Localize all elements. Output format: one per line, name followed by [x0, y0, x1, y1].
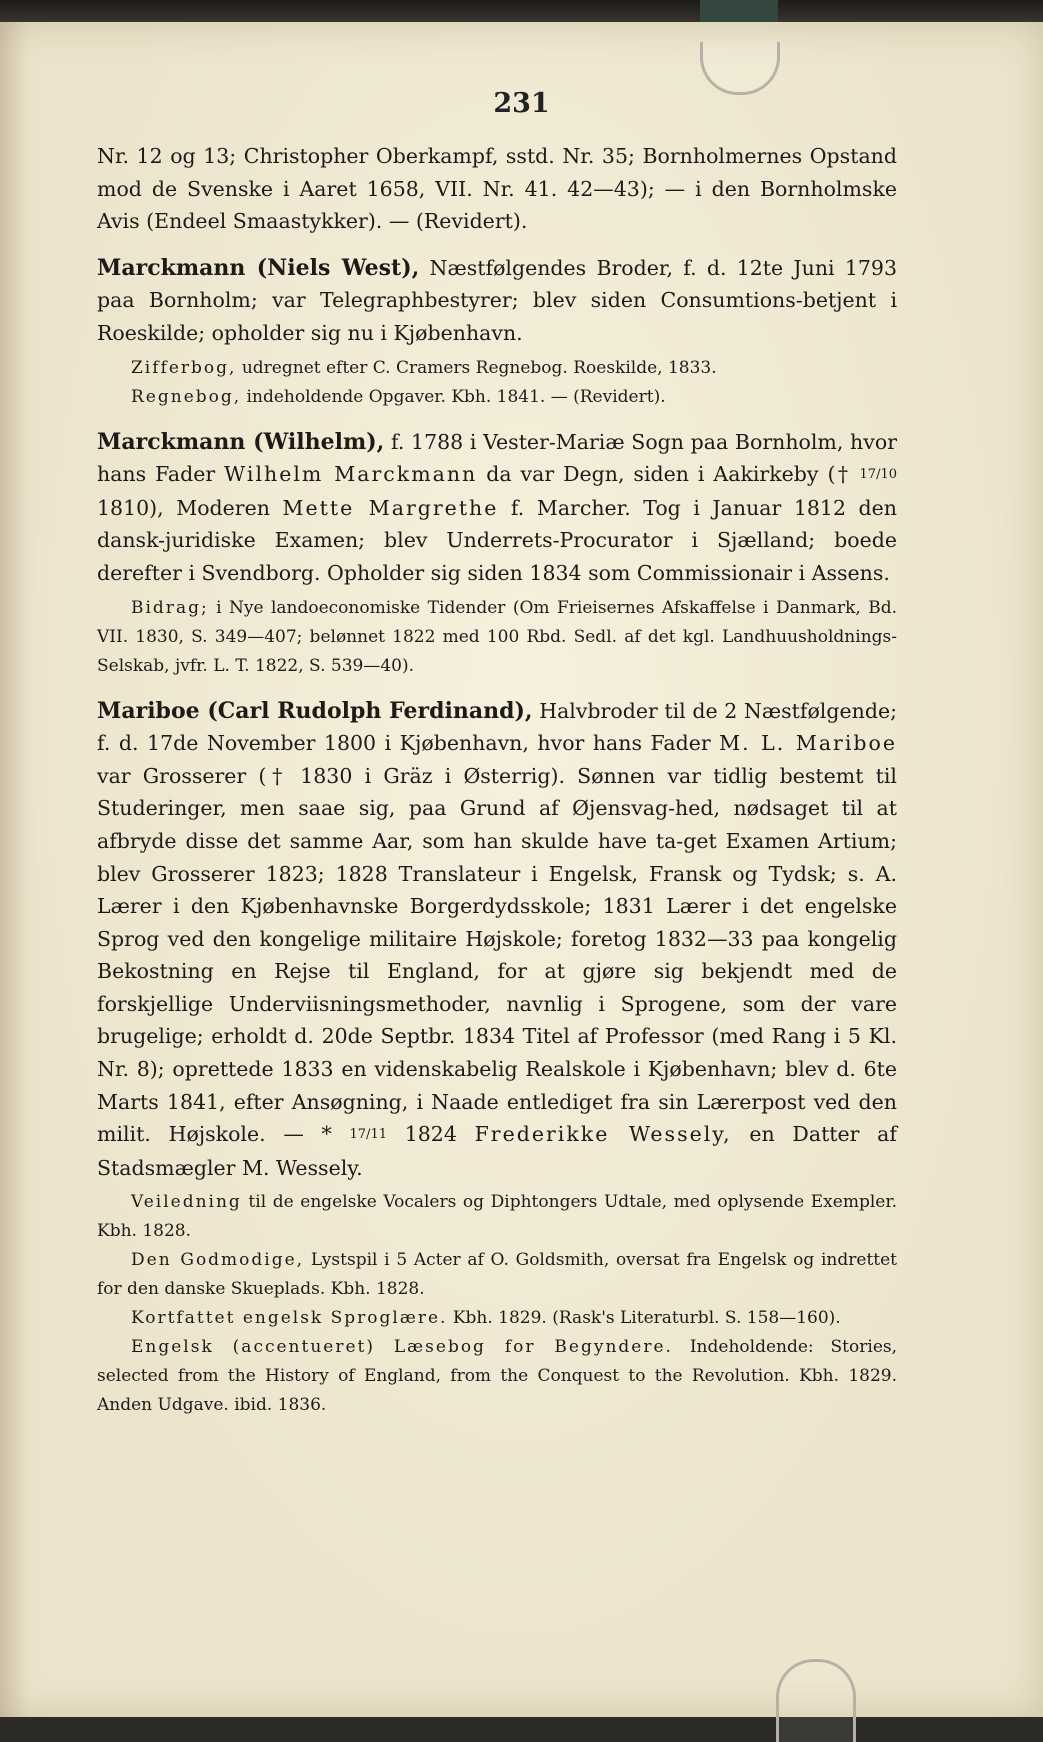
date-fraction: 17/11: [349, 1127, 387, 1143]
work-item: [97, 354, 897, 383]
entry-heading: Mariboe (Carl Rudolph Ferdinand),: [97, 697, 533, 724]
work-text: til de engelske Vocalers og Diphtongers Udtale, med oplysende Exempler. Kbh. 1828.: [97, 1192, 897, 1242]
date-fraction: 17/10: [859, 467, 898, 483]
work-text: indeholdende Opgaver. Kbh. 1841. — (Revidert).: [241, 386, 666, 407]
entry-body: [97, 695, 897, 1185]
entry-text: Halvbroder til de 2 Næstfølgende; f. d. 17de November 1800 i Kjøbenhavn, hvor hans Fader: [97, 698, 897, 756]
father-name: M. L. Mariboe: [719, 731, 897, 756]
work-text: udregnet efter C. Cramers Regnebog. Roeskilde, 1833.: [236, 357, 717, 378]
work-title: Den Godmodige,: [131, 1250, 305, 1271]
work-title: Bidrag;: [131, 597, 209, 618]
entry-text: f. 1788 i Vester-Mariæ Sogn paa Bornholm, hvor hans Fader: [97, 429, 897, 487]
entry-text: Næstfølgendes Broder, f. d. 12te Juni 1793 paa Bornholm; var Telegraphbestyrer; blev siden Consumtions-betjent i Roeskilde; opholder sig nu i Kjøbenhavn.: [97, 255, 898, 345]
work-item: [97, 594, 897, 681]
entry-text: 1824: [386, 1122, 475, 1147]
work-title: Zifferbog,: [131, 357, 237, 378]
entry-body: [97, 426, 897, 590]
work-item: [97, 1246, 897, 1304]
work-text: Indeholdende: Stories, selected from the History of England, from the Conquest to the Revolution. Kbh. 1829. Anden Udgave. ibid. 1836.: [97, 1337, 898, 1416]
entry-mariboe-carl: [97, 695, 897, 1421]
entry-marckmann-wilhelm: [97, 426, 897, 681]
father-name: Wilhelm Marckmann: [224, 462, 478, 487]
work-title: Regnebog,: [131, 386, 242, 407]
work-title: Engelsk (accentueret) Læsebog for Begyndere.: [131, 1337, 673, 1358]
fraction-denominator: 10: [880, 467, 898, 483]
fraction-numerator: 17: [859, 467, 877, 483]
entry-heading: Marckmann (Niels West),: [97, 254, 420, 281]
entry-text: 1810), Moderen: [97, 495, 283, 520]
work-item: [97, 383, 897, 412]
top-edge: [0, 0, 1043, 24]
intro-paragraph: Nr. 12 og 13; Christopher Oberkampf, sstd. Nr. 35; Bornholmernes Opstand mod de Svenske i Aaret 1658, VII. Nr. 41. 42—43); — i den Bornholmske Avis (Endeel Smaastykker). — (Revidert).: [97, 144, 897, 234]
fraction-denominator: 11: [370, 1127, 387, 1143]
work-title: Kortfattet engelsk Sproglære.: [131, 1308, 448, 1329]
entry-heading: Marckmann (Wilhelm),: [97, 428, 385, 455]
mother-name: Mette Margrethe: [282, 495, 499, 520]
work-text: Lystspil i 5 Acter af O. Goldsmith, oversat fra Engelsk og indrettet for den danske Skueplads. Kbh. 1828.: [97, 1250, 897, 1300]
entry-body: [97, 252, 897, 350]
entry-text: var Grosserer († 1830 i Gräz i Østerrig). Sønnen var tidlig bestemt til Studeringer, men saae sig, paa Grund af Øjensvag-hed, nødsaget til at afbryde disse det samme Aar, som han skulde have ta-get Examen Artium; blev Grosserer 1823; 1828 Translateur i Engelsk, Fransk og Tydsk; s. A. Lærer i den Kjøbenhavnske Borgerdydsskole; 1831 Lærer i det engelske Sprog ved den kongelige militaire Højskole; foretog 1832—33 paa kongelig Bekostning en Rejse til England, for at gjøre sig bekjendt med de forskjellige Underviisningsmethoder, navnlig i Sprogene, som der vare brugelige; erholdt d. 20de Septbr. 1834 Titel af Professor (med Rang i 5 Kl. Nr. 8); oprettede 1833 en videnskabelig Realskole i Kjøbenhavn; blev d. 6te Marts 1841, efter Ansøgning, i Naade entlediget fra sin Lærerpost ved den milit. Højskole. — *: [97, 763, 897, 1147]
page-content: [97, 140, 897, 1420]
wife-name: Frederikke Wessely,: [474, 1122, 732, 1147]
entry-marckmann-niels: [97, 252, 897, 412]
work-item: [97, 1333, 897, 1420]
entry-text: da var Degn, siden i Aakirkeby (†: [477, 462, 860, 487]
fraction-numerator: 17: [349, 1127, 367, 1143]
page-number: 231: [493, 88, 550, 119]
work-item: [97, 1188, 897, 1246]
entry-text: en Datter af Stadsmægler M. Wessely.: [97, 1122, 897, 1180]
work-item: [97, 1304, 897, 1333]
work-title: Veiledning: [131, 1192, 242, 1213]
work-text: i Nye landoeconomiske Tidender (Om Frieisernes Afskaffelse i Danmark, Bd. VII. 1830, S. 349—407; belønnet 1822 med 100 Rbd. Sedl. af det kgl. Landhuusholdnings-Selskab, jvfr. L. T. 1822, S. 539—40).: [97, 597, 897, 676]
entry-text: f. Marcher. Tog i Januar 1812 den dansk-juridiske Examen; blev Underrets-Procurator i Sjælland; boede derefter i Svendborg. Opholder sig siden 1834 som Commissionair i Assens.: [97, 495, 897, 585]
page-clip-bottom: [776, 1659, 856, 1742]
work-text: Kbh. 1829. (Rask's Literaturbl. S. 158—160).: [447, 1308, 841, 1329]
